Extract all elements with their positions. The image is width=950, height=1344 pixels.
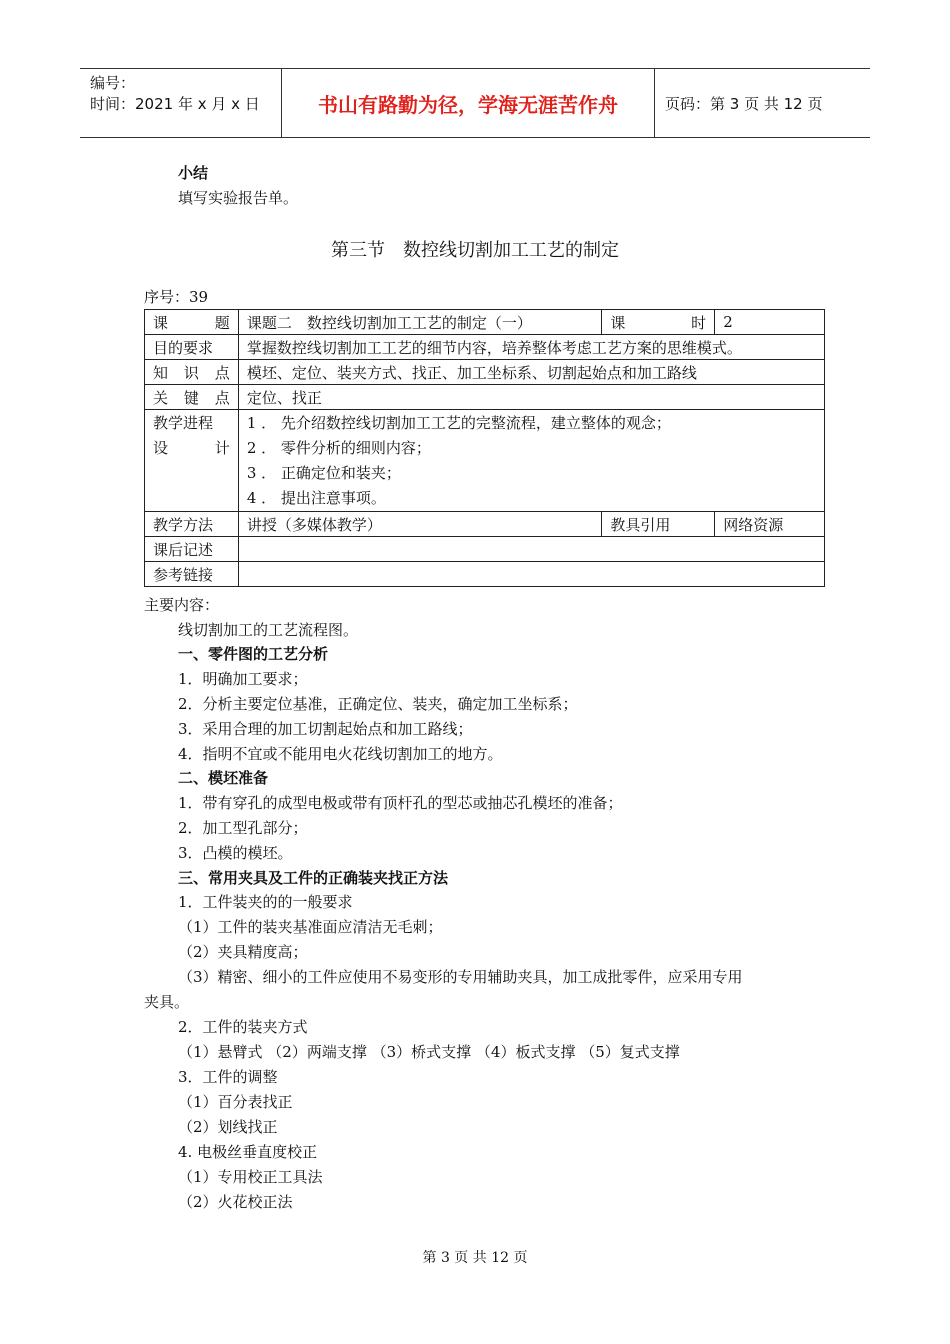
header-meta [80, 69, 282, 137]
list-item: 2．分析主要定位基准，正确定位、装夹，确定加工坐标系； [178, 695, 578, 713]
list-item: 1．明确加工要求； [178, 670, 308, 688]
plan-item: 1 ． 先介绍数控线切割加工工艺的完整流程，建立整体的观念； [246, 414, 671, 432]
table-row [145, 310, 825, 335]
table-row [145, 410, 825, 512]
net-label: 网络资源 [715, 512, 825, 537]
knowledge-label: 知 识 点 [145, 360, 239, 385]
header-motto: 书山有路勤为径，学海无涯苦作舟 [282, 69, 655, 137]
plan-item: 3 ． 正确定位和装夹； [246, 464, 401, 482]
table-row [145, 562, 825, 587]
sequence-number: 序号：39 [144, 288, 209, 306]
ref-value [238, 562, 824, 587]
process-label [145, 410, 239, 512]
goal-label: 目的要求 [145, 335, 239, 360]
list-item: （1）百分表找正 [178, 1093, 293, 1111]
list-item-continued: 夹具。 [144, 993, 190, 1011]
list-item: 3．采用合理的加工切割起始点和加工路线； [178, 720, 473, 738]
list-item: 4．指明不宜或不能用电火花线切割加工的地方。 [178, 745, 503, 763]
list-item: （2）划线找正 [178, 1118, 278, 1136]
section-1-title: 一、零件图的工艺分析 [178, 645, 329, 663]
notes-value [238, 537, 824, 562]
list-item: 2．加工型孔部分； [178, 819, 308, 837]
list-item: （2）夹具精度高； [178, 943, 308, 961]
section-2-title: 二、模坯准备 [178, 769, 269, 787]
hours-label: 课 时 [602, 310, 715, 335]
list-item: 2．工件的装夹方式 [178, 1018, 308, 1036]
notes-label: 课后记述 [145, 537, 239, 562]
table-row [145, 537, 825, 562]
lesson-table [144, 309, 825, 587]
header-code: 编号： [90, 74, 136, 92]
page-header [80, 68, 870, 138]
topic-value: 课题二 数控线切割加工工艺的制定（一） [238, 310, 602, 335]
goal-value: 掌握数控线切割加工工艺的细节内容，培养整体考虑工艺方案的思维模式。 [238, 335, 824, 360]
process-plan [238, 410, 824, 512]
list-item: 3．凸模的模坯。 [178, 844, 293, 862]
summary-text: 填写实验报告单。 [178, 189, 299, 207]
hours-value: 2 [715, 310, 825, 335]
key-value: 定位、找正 [238, 385, 824, 410]
knowledge-value: 模坯、定位、装夹方式、找正、加工坐标系、切割起始点和加工路线 [238, 360, 824, 385]
table-row [145, 385, 825, 410]
list-item: （2）火花校正法 [178, 1193, 293, 1211]
plan-item: 2 ． 零件分析的细则内容； [246, 439, 431, 457]
ref-label: 参考链接 [145, 562, 239, 587]
list-item: （1）悬臂式 （2）两端支撑 （3）桥式支撑 （4）板式支撑 （5）复式支撑 [178, 1043, 680, 1061]
list-item: （1）工件的装夹基准面应清洁无毛刺； [178, 918, 443, 936]
list-item: 4. 电极丝垂直度校正 [178, 1143, 318, 1161]
main-label: 主要内容： [144, 596, 220, 614]
section-3-title: 三、常用夹具及工件的正确装夹找正方法 [178, 869, 449, 887]
header-page: 页码：第 3 页 共 12 页 [665, 94, 823, 113]
header-time: 时间：2021 年 x 月 x 日 [90, 95, 260, 113]
page-footer: 第 3 页 共 12 页 [422, 1250, 528, 1266]
list-item: （1）专用校正工具法 [178, 1168, 323, 1186]
topic-label: 课 题 [145, 310, 239, 335]
list-item: 1．带有穿孔的成型电极或带有顶杆孔的型芯或抽芯孔模坯的准备； [178, 794, 623, 812]
method-value: 讲授（多媒体教学） [238, 512, 602, 537]
summary-title: 小结 [178, 164, 209, 182]
table-row [145, 335, 825, 360]
list-item: 3．工件的调整 [178, 1068, 278, 1086]
tools-label: 教具引用 [602, 512, 715, 537]
table-row [145, 360, 825, 385]
main-intro: 线切割加工的工艺流程图。 [178, 621, 359, 639]
key-label: 关 键 点 [145, 385, 239, 410]
plan-item: 4 ． 提出注意事项。 [246, 489, 386, 507]
method-label: 教学方法 [145, 512, 239, 537]
table-row [145, 512, 825, 537]
process-label-line-1: 教学进程 [153, 414, 214, 432]
list-item: （3）精密、细小的工件应使用不易变形的专用辅助夹具，加工成批零件，应采用专用 [178, 968, 743, 986]
section-title: 第三节 数控线切割加工工艺的制定 [331, 240, 619, 261]
process-label-line-2: 设 计 [153, 439, 230, 457]
list-item: 1．工件装夹的的一般要求 [178, 893, 353, 911]
